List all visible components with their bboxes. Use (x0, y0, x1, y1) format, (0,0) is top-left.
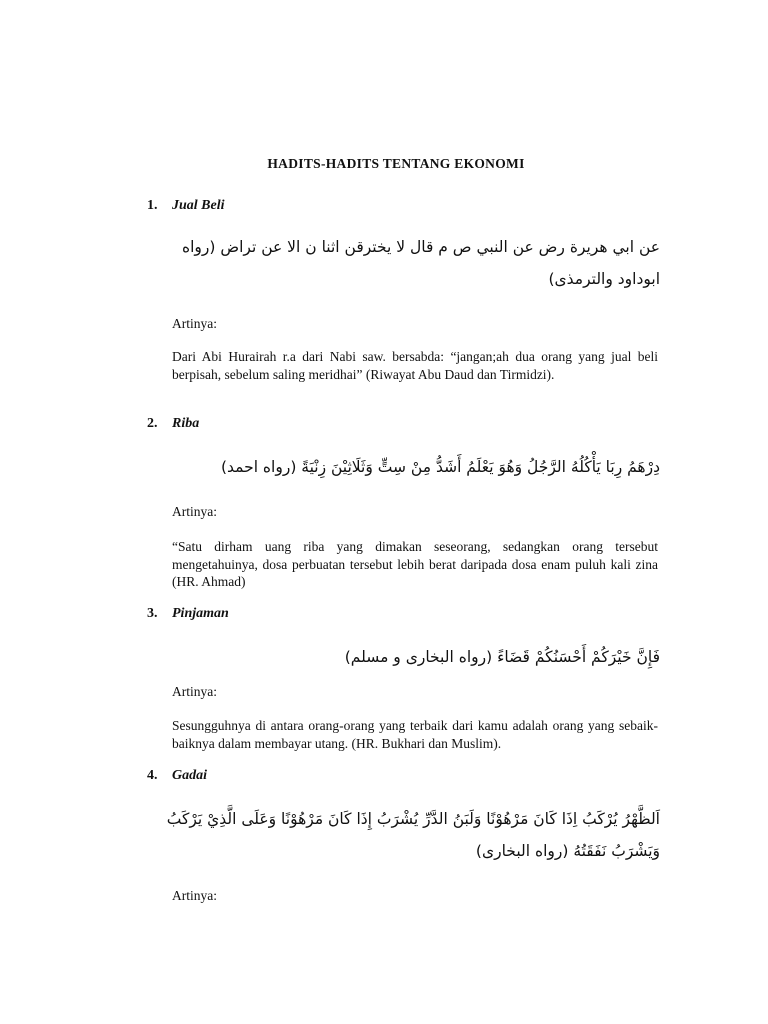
translation-text: “Satu dirham uang riba yang dimakan seseorang, sedangkan orang tersebut mengetahuinya, dosa perbuatan tersebut lebih berat daripada dosa enam puluh kali zina (HR. Ahmad) (172, 539, 658, 589)
arabic-hadith: اَلظَّهْرُ يُرْكَبُ اِذَا كَانَ مَرْهُوْنًا وَلَبَنُ الدَّرِّ يُشْرَبُ إِذَا كَانَ مَرْهُوْنًا وَعَلَى الَّذِيْ يَرْكَبُ وَيَشْرَبُ نَفَقَتُهُ (رواه البخارى) (166, 810, 660, 860)
section-number: 4. (147, 768, 158, 783)
arabic-hadith: فَإِنَّ خَيْرَكُمْ أَحْسَنُكُمْ قَضَاءً (رواه البخارى و مسلم) (344, 648, 660, 666)
section-heading-pinjaman: Pinjaman (172, 606, 229, 621)
section-number: 3. (147, 606, 158, 621)
translation-text: Dari Abi Hurairah r.a dari Nabi saw. bersabda: “jangan;ah dua orang yang jual beli berpisah, sebelum saling meridhai” (Riwayat Abu Daud dan Tirmidzi). (172, 349, 658, 382)
artinya-label: Artinya: (172, 684, 217, 699)
section-number: 1. (147, 198, 158, 213)
artinya-label: Artinya: (172, 888, 217, 903)
arabic-hadith: دِرْهَمُ رِبَا يَأْكُلُهُ الرَّجُلُ وَهُوَ يَعْلَمُ أَشَدُّ مِنْ سِتٍّ وَثَلَاثِيْنَ زِنْيَةً (رواه احمد) (220, 458, 660, 476)
arabic-hadith: عن ابي هريرة رض عن النبي ص م قال لا يخترقن اثنا ن الا عن تراض (رواه ابوداود والترمذى) (182, 238, 660, 288)
translation-text: Sesungguhnya di antara orang-orang yang terbaik dari kamu adalah orang yang sebaik-baiknya dalam membayar utang. (HR. Bukhari dan Muslim). (172, 718, 658, 751)
artinya-label: Artinya: (172, 504, 217, 519)
section-heading-riba: Riba (172, 416, 200, 431)
section-heading-gadai: Gadai (172, 768, 207, 783)
artinya-label: Artinya: (172, 316, 217, 331)
section-heading-jual-beli: Jual Beli (172, 198, 225, 213)
section-number: 2. (147, 416, 158, 431)
document-title: HADITS-HADITS TENTANG EKONOMI (267, 156, 525, 171)
